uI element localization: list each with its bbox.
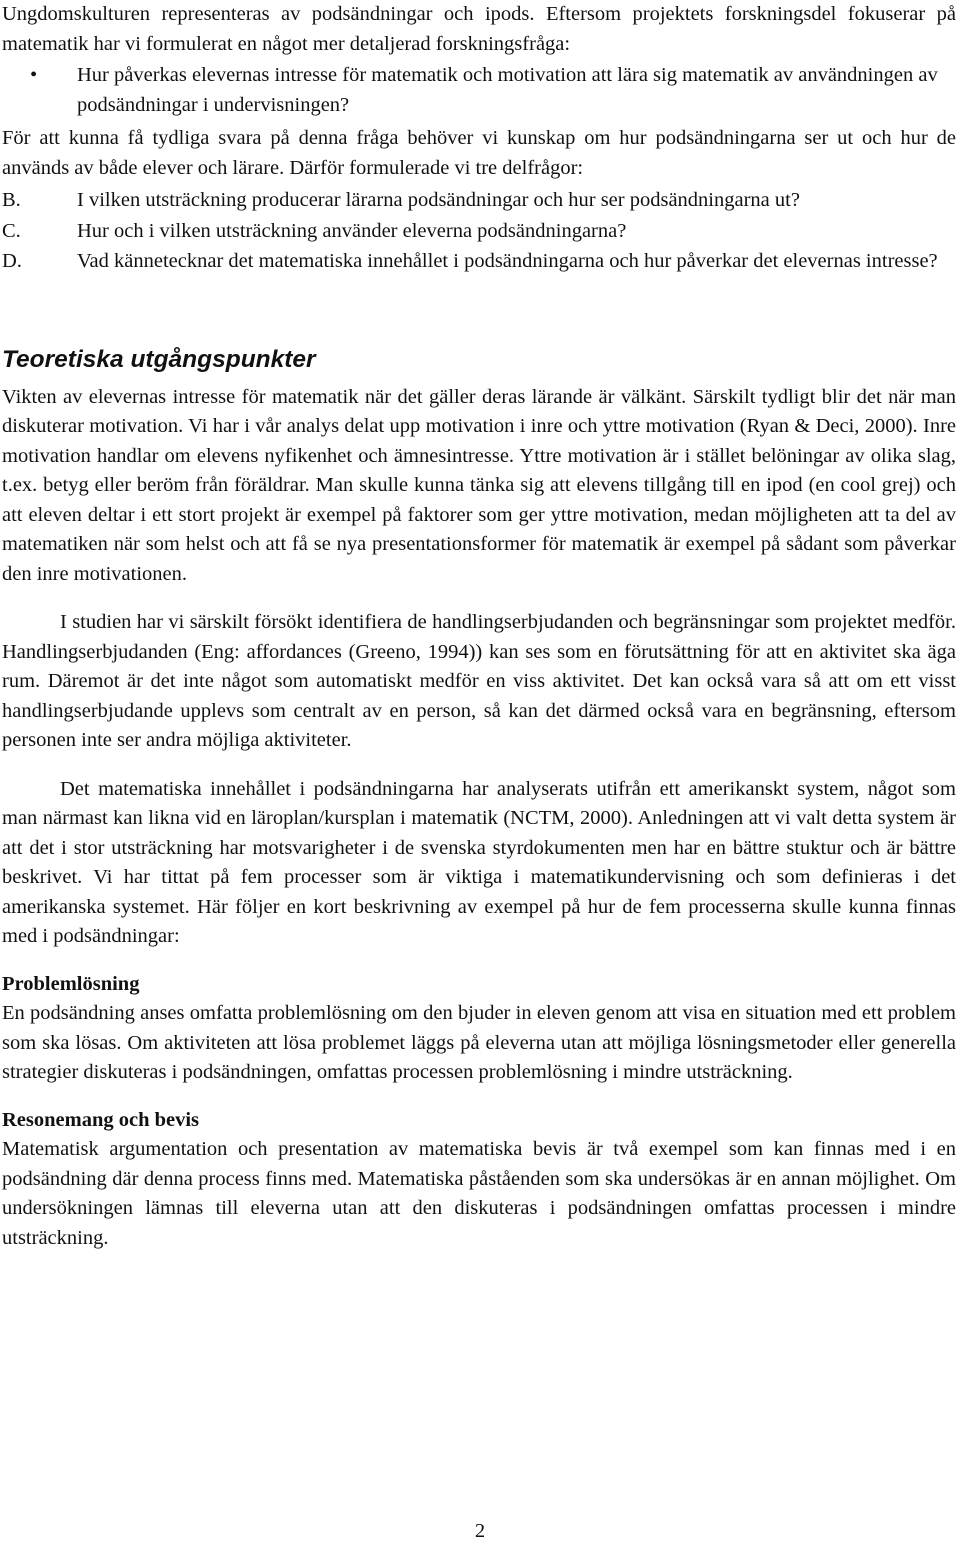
body-paragraph: Det matematiska innehållet i podsändningarna har analyserats utifrån ett amerikanskt system, något som man närmast kan likna vid en läroplan/kursplan i matematik (NCTM, 2000). Anledningen att vi valt detta system är att det i stor utsträckning har motsvarigheter i de svenska styrdokumenten men har en bättre stuktur och är bättre beskrivet. Vi har tittat på fem processer som är viktiga i matematikundervisning och som definieras i det amerikanska systemet. Här följer en kort beskrivning av exempel på hur de fem processerna skulle kunna finnas med i podsändningar:	[2, 777, 956, 947]
research-question-text: Hur påverkas elevernas intresse för matematik och motivation att lära sig matematik av användningen av podsändningar i undervisningen?	[77, 64, 938, 116]
subsection-paragraph: Matematisk argumentation och presentation av matematiska bevis är två exempel som kan finnas med i en podsändning där denna process finns med. Matematiska påståenden som ska undersökas är en annan möjlighet. Om undersökningen lämnas till eleverna utan att den diskuteras i podsändningen omfattas processen i mindre utsträckning.	[2, 1138, 956, 1249]
body-paragraph: Vikten av elevernas intresse för matematik när det gäller deras lärande är välkänt. Särskilt tydligt blir det när man diskuterar motivation. Vi har i vår analys delat upp motivation i inre och yttre motivation (Ryan & Deci, 2000). Inre motivation handlar om elevens nyfikenhet och ämnesintresse. Yttre motivation är i stället belöningar av olika slag, t.ex. betyg eller beröm från föräldrar. Man skulle kunna tänka sig att elevens tillgång till en ipod (en cool grej) och att eleven deltar i ett stort projekt är exempel på faktorer som ger yttre motivation, medan möjligheten att ta del av matematiken när som helst och att få se nya presentationsformer för matematik är exempel på sådant som påverkar den inre motivationen.	[2, 385, 956, 585]
subquestion-list	[2, 186, 956, 277]
section-heading: Teoretiska utgångspunkter	[2, 345, 316, 373]
subquestion-text: Hur och i vilken utsträckning använder eleverna podsändningarna?	[77, 219, 627, 242]
subsection-heading: Resonemang och bevis	[2, 1108, 200, 1131]
bullet-icon: •	[30, 64, 38, 86]
subquestion-letter: C.	[2, 219, 21, 242]
subquestion-item	[2, 217, 956, 247]
page-number: 2	[474, 1520, 486, 1542]
subsection-paragraph: En podsändning anses omfatta problemlösning om den bjuder in eleven genom att visa en situation med ett problem som ska lösas. Om aktiviteten att lösa problemet läggs på eleverna utan att möjliga lösningsmetoder eller generella strategier diskuteras i podsändningen, omfattas processen problemlösning i mindre utsträckning.	[2, 1002, 956, 1083]
intro-paragraph: Ungdomskulturen representeras av podsändningar och ipods. Eftersom projektets forskningsdel fokuserar på matematik har vi formulerat en något mer detaljerad forskningsfråga:	[2, 3, 956, 55]
subquestion-intro-paragraph: För att kunna få tydliga svara på denna fråga behöver vi kunskap om hur podsändningarna ser ut och hur de används av både elever och lärare. Därför formulerade vi tre delfrågor:	[2, 127, 956, 179]
research-question-list	[2, 61, 956, 120]
subquestion-text: I vilken utsträckning producerar lärarna podsändningar och hur ser podsändningarna ut?	[77, 189, 800, 211]
subsection-heading: Problemlösning	[2, 972, 140, 995]
subquestion-letter: B.	[2, 189, 21, 211]
subquestion-letter: D.	[2, 250, 22, 272]
body-paragraph: I studien har vi särskilt försökt identifiera de handlingserbjudanden och begränsningar som projektet medför. Handlingserbjudanden (Eng: affordances (Greeno, 1994)) kan ses som en förutsättning för att en aktivitet ska äga rum. Däremot är det inte något som automatiskt medför en viss aktivitet. Det kan också vara så att om ett visst handlingserbjudande upplevs som centralt av en person, så kan det därmed också vara en begränsning, eftersom personen inte ser andra möjliga aktiviteter.	[2, 611, 956, 751]
subquestion-item	[2, 247, 956, 277]
subquestion-item	[2, 186, 956, 216]
research-question	[2, 61, 956, 120]
subquestion-text: Vad kännetecknar det matematiska innehållet i podsändningarna och hur påverkar det elevernas intresse?	[77, 250, 938, 272]
